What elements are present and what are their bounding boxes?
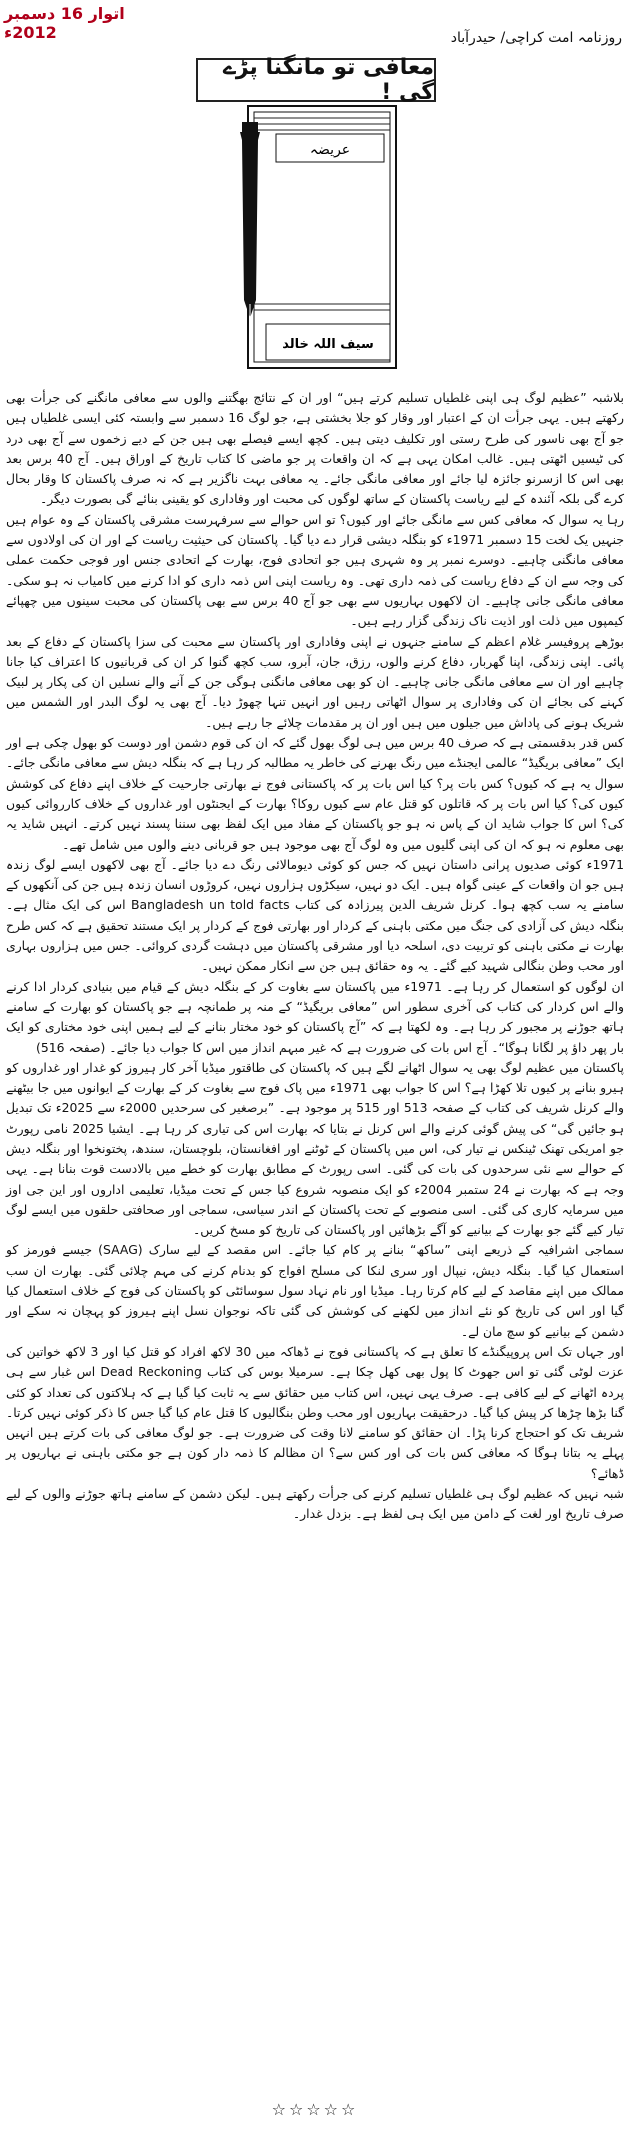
article-body bbox=[6, 388, 624, 1525]
paragraph: کس قدر بدقسمتی ہے کہ صرف 40 برس میں ہی لوگ بھول گئے کہ ان کی قوم دشمن اور دوست کو بھول چکی ہے اور ایک ”معافی بریگیڈ“ عالمی ایجنڈے میں رنگ بھرنے کی خاطر یہ مطالبہ کر رہا ہے کہ بنگلہ دیش سے معافی مانگی جائے۔ سوال یہ ہے کہ کیوں؟ کس بات پر؟ کیا اس بات پر کہ پاکستانی فوج نے بھارتی جارحیت کے خلاف اپنے دفاع کی کوشش کیوں کی؟ کیا اس بات پر کہ قاتلوں کو قتل عام سے کیوں روکا؟ بھارت کے ایجنٹوں اور غداروں کے خلاف کارروائی کیوں کی؟ اس کا جواب شاید ان کے پاس نہ ہو جو پاکستان کے مفاد میں ایک لفظ بھی سننا پسند نہیں کرتے۔ انہیں شاید یہ بھی معلوم نہ ہو کہ ان کی اپنی گلیوں میں وہ لوگ آج بھی موجود ہیں جو قربانی دینے والوں میں شامل تھے۔ bbox=[6, 735, 624, 852]
article-title-box bbox=[196, 55, 436, 105]
article-title: معافی تو مانگنا پڑے گی ! bbox=[222, 55, 434, 105]
paragraph: سماجی اشرافیہ کے ذریعے اپنی ”ساکھ“ بنانے پر کام کیا جائے۔ اس مقصد کے لیے سارک (SAAG) جیسے فورمز کو استعمال کیا گیا۔ بنگلہ دیش، نیپال اور سری لنکا کی مسلح افواج کو بدنام کرنے کی مہم چلائی گئی۔ بھارت ان سب ممالک میں اپنے مقاصد کے لیے کام کرتا رہا۔ میڈیا اور نام نہاد سول سوسائٹی کو پاکستان کی فوج کے خلاف استعمال کیا گیا اور اس کی تاریخ کو نئے انداز میں لکھنے کی کوشش کی گئی تاکہ نوجوان نسل اپنے ہیروز کو پہچان نہ سکے اور دشمن کے بیانیے کو سچ مان لے۔ bbox=[6, 1242, 625, 1339]
paragraph: ان لوگوں کو استعمال کر رہا ہے۔ 1971ء میں پاکستان سے بغاوت کر کے بنگلہ دیش کے قیام میں بنیادی کردار ادا کرنے والے اس کردار کی کتاب کی آخری سطور اس ”معافی بریگیڈ“ کے منہ پر طمانچہ ہے جو پاکستان کو بھارت کے سامنے ہاتھ جوڑنے پر مجبور کر رہا ہے۔ وہ لکھتا ہے کہ ”آج پاکستان کو خود مختار بنانے کے لیے ہمیں اپنی خود مختاری کو ایک بار پھر داؤ پر لگانا ہوگا“۔ آج اس بات کی ضرورت ہے کہ غیر مبہم انداز میں اس کا جواب دیا جائے۔ (صفحہ 516) bbox=[6, 978, 624, 1055]
paragraph: بوڑھے پروفیسر غلام اعظم کے سامنے جنہوں نے اپنی وفاداری اور پاکستان سے محبت کی سزا پاکستان کے دفاع کے بعد پائی۔ اپنی زندگی، اپنا گھربار، دفاع کرنے والوں، رزق، جان، آبرو، سب کچھ گنوا کر ان کی قربانیوں کا اعتراف کیا جانا چاہیے اور ان سے معافی مانگی جانی چاہیے۔ ان کو بھی معافی مانگنی ہوگی جن کے آنے والے نسلیں ان کی پکار پر لبیک کہنے کی بجائے ان کی وفاداری پر سوال اٹھاتی رہیں اور انہیں تنہا چھوڑ دیا۔ آج بھی یہ لوگ البدر اور الشمس میں شریک ہونے کی پاداش میں جیلوں میں ہیں اور ان پر مقدمات چلائے جا رہے ہیں۔ bbox=[6, 633, 624, 730]
publication-date: اتوار 16 دسمبر 2012ء bbox=[4, 4, 125, 42]
paragraph: بلاشبہ ”عظیم لوگ ہی اپنی غلطیاں تسلیم کرتے ہیں“ اور ان کے نتائج بھگتنے والوں سے معافی مانگنے کی جرأت بھی رکھتے ہیں۔ یہی جرأت ان کے اعتبار اور وقار کو جلا بخشتی ہے، جو لوگ 16 دسمبر سے وابستہ کئی ایسی غلطیاں ہیں جو آج بھی ناسور کی طرح رستی اور تکلیف دیتی ہیں۔ کچھ ایسے فیصلے بھی ہیں جن کے دیے زخموں سے آج بھی درد کی ٹیسیں اٹھتی ہیں۔ غالب امکان یہی ہے کہ ان واقعات پر جو ماضی کا کتاب تاریخ کے اوراق ہیں۔ آج 40 برس بعد بھی اس کا ازسرنو جائزہ لیا جائے اور معافی مانگی جائے۔ یہ معافی بہت ناگزیر ہے کہ نہ صرف پاکستان کا وقار بحال کرے گی بلکہ آئندہ کے لیے ریاست پاکستان کے ساتھ لوگوں کی محبت اور وفاداری کو یقینی بنائے گی بصورت دیگر۔ bbox=[6, 390, 625, 507]
column-name: عریضہ bbox=[309, 142, 351, 158]
paragraph: رہا یہ سوال کہ معافی کس سے مانگی جائے اور کیوں؟ تو اس حوالے سے سرفہرست مشرقی پاکستان کے وہ عوام ہیں جنہیں یک لخت 15 دسمبر 1971ء کو بنگلہ دیشی قرار دے دیا گیا۔ پاکستان کی حیثیت ریاست کے اور ان کی اولادوں سے معافی مانگنی چاہیے۔ دوسرے نمبر پر وہ شہری ہیں جو اتحادی فوج، بھارت کے اتحادی جنس اور فوجی حکمت عملی کی وجہ سے ان کے دفاع ریاست کی ذمہ داری تھی۔ وہ ریاست اپنی اس ذمہ داری کو ادا کرنے میں کامیاب نہ ہو سکی۔ معافی مانگی جانی چاہیے۔ ان لاکھوں بہاریوں سے بھی جو آج 40 برس سے بھی پاکستان کی محبت سینوں میں چھپائے کیمپوں میں ذلت اور اذیت ناک زندگی گزار رہے ہیں۔ bbox=[6, 511, 624, 629]
column-logo bbox=[232, 104, 400, 374]
paragraph: 1971ء کوئی صدیوں پرانی داستان نہیں کہ جس کو کوئی دیومالائی رنگ دے دیا جائے۔ آج بھی لاکھوں ایسے لوگ زندہ ہیں جو ان واقعات کے عینی گواہ ہیں۔ ایک دو نہیں، سیکڑوں ہزاروں نہیں، کروڑوں انسان زندہ ہیں جن کی آنکھوں کے سامنے یہ سب کچھ ہوا۔ کرنل شریف الدین پیرزادہ کی کتاب Bangladesh un told facts اس کی ایک مثال ہے۔ بنگلہ دیش کی آزادی کی جنگ میں مکتی باہنی کے کردار اور بھارتی فوج کے کردار پر ایک مستند تحقیق ہے کہ کس طرح بھارت نے مکتی باہنی کو تربیت دی، اسلحہ دیا اور مشرقی پاکستان میں دہشت گردی کروائی۔ جس میں ہزاروں بہاری اور محب وطن بنگالی شہید کیے گئے۔ یہ وہ حقائق ہیں جن سے انکار ممکن نہیں۔ bbox=[6, 856, 624, 974]
paragraph: پاکستان میں عظیم لوگ بھی یہ سوال اٹھانے لگے ہیں کہ پاکستان کی طاقتور میڈیا آخر کار ہیروز کو غدار اور غداروں کو ہیرو بنانے پر کیوں تلا کھڑا ہے؟ اس کا جواب بھی 1971ء میں پاک فوج سے بغاوت کر کے بھارت کے ایوانوں میں جا بیٹھنے والے کرنل شریف کی کتاب کے صفحہ 513 اور 515 پر موجود ہے۔ ”برصغیر کی سرحدیں 2000ء سے 2025ء تک تبدیل ہو جائیں گی“ کی پیش گوئی کرنے والے اس کرنل نے بتایا کہ بھارت اس کی تیاری کر رہا ہے۔ ایشیا 2025 نامی رپورٹ جو امریکی تھنک ٹینکس نے تیار کی، اس میں پاکستان کے ٹوٹنے اور افغانستان، بلوچستان، سندھ، پختونخوا اور بنگلہ دیش کے حوالے سے نئی سرحدوں کی بات کی گئی۔ اسی رپورٹ کے مطابق بھارت کو خطے میں بالادست قوت بنانا ہے۔ یہی وجہ ہے کہ بھارت نے 24 ستمبر 2004ء کو ایک منصوبہ شروع کیا جس کے تحت میڈیا، تعلیمی اداروں اور این جی اوز میں سرمایہ کاری کی گئی۔ اسی منصوبے کے تحت پاکستان کے اندر سیاسی، سماجی اور صحافتی حلقوں میں ایسے لوگ تیار کیے گئے جو بھارت کے بیانیے کو آگے بڑھائیں اور پاکستان کی تاریخ کو مسخ کریں۔ bbox=[6, 1059, 624, 1238]
newspaper-source: روزنامہ امت کراچی/ حیدرآباد bbox=[450, 30, 622, 46]
author-name: سیف اللہ خالد bbox=[282, 337, 374, 352]
paragraph: اور جہاں تک اس پروپیگنڈے کا تعلق ہے کہ پاکستانی فوج نے ڈھاکہ میں 30 لاکھ افراد کو قتل کیا اور 3 لاکھ خواتین کی عزت لوٹی گئی تو اس جھوٹ کا پول بھی کھل چکا ہے۔ سرمیلا بوس کی کتاب Dead Reckoning اس غبار سے ہی پردہ اٹھانے کے لیے کافی ہے۔ صرف یہی نہیں، اس کتاب میں حقائق سے یہ ثابت کیا گیا ہے کہ ہلاکتوں کی تعداد کو کئی گنا بڑھا چڑھا کر پیش کیا گیا۔ درحقیقت بہاریوں اور محب وطن بنگالیوں کا قتل عام کیا گیا جس کا ذکر کوئی نہیں کرتا۔ شریف تک کو احتجاج کرنا پڑا۔ ان حقائق کو سامنے لانا وقت کی ضرورت ہے۔ جو لوگ معافی کی بات کرتے ہیں انہیں پہلے یہ بتانا ہوگا کہ معافی کس بات کی اور کس سے؟ ان مظالم کا ذمہ دار کون ہے جو مکتی باہنی نے بہاریوں پر ڈھائے؟ bbox=[6, 1343, 624, 1481]
closing-stars: ☆☆☆☆☆ bbox=[271, 2100, 359, 2119]
paragraph: شبہ نہیں کہ عظیم لوگ ہی غلطیاں تسلیم کرنے کی جرأت رکھتے ہیں۔ لیکن دشمن کے سامنے ہاتھ جوڑنے والوں کے لیے صرف تاریخ اور لغت کے دامن میں ایک ہی لفظ ہے۔ بزدل غدار۔ bbox=[6, 1486, 624, 1522]
